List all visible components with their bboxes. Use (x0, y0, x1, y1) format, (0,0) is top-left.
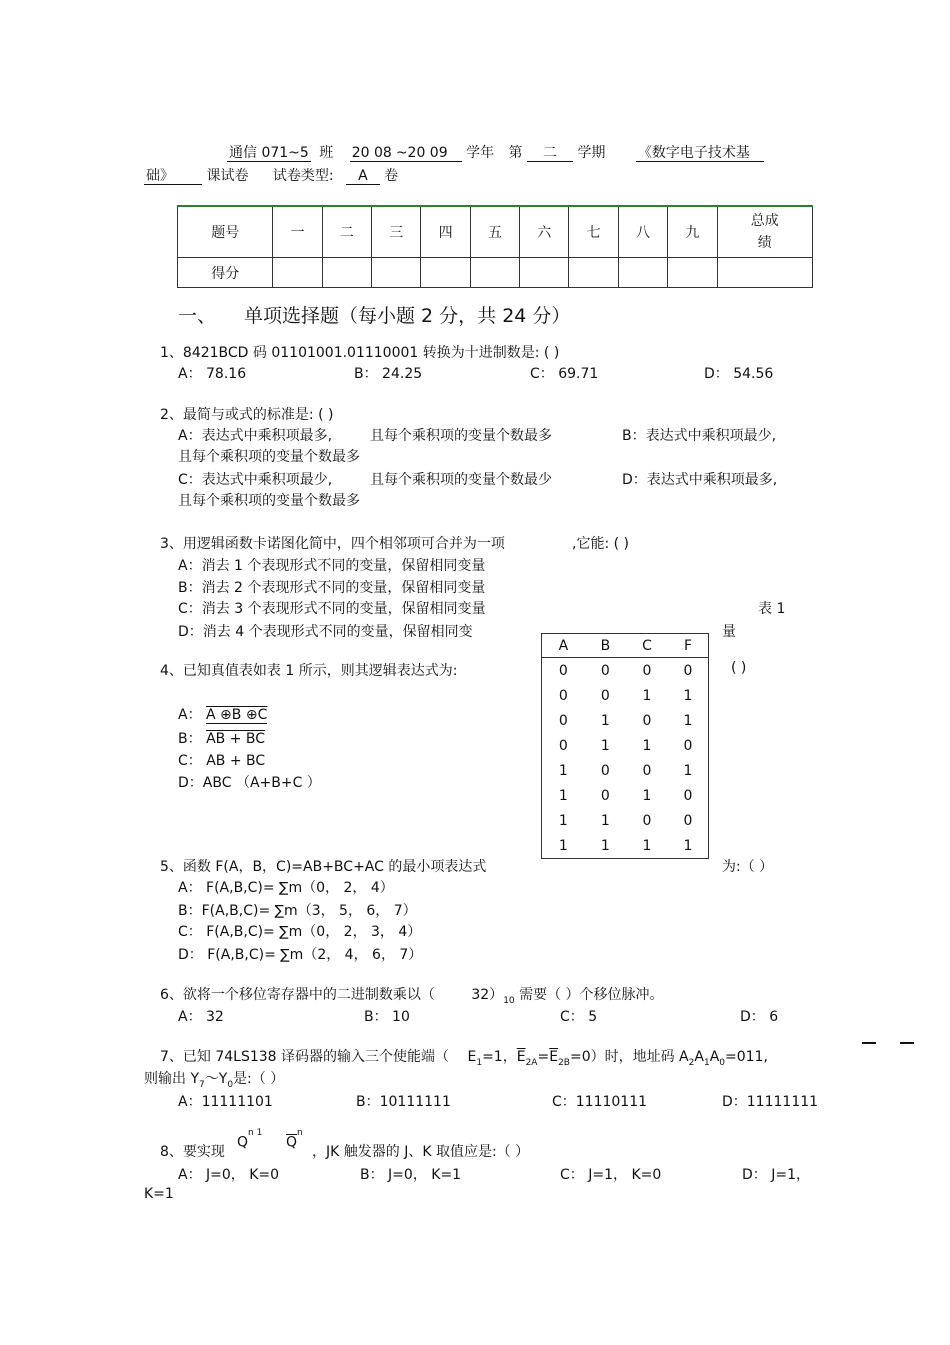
q4-option-b-expr: AB + BC (206, 731, 266, 747)
score-input-cell[interactable] (520, 258, 569, 288)
q7-stem-d: =011, (725, 1049, 768, 1065)
q6-stem-c: 需要（ ）个移位脉冲。 (519, 987, 664, 1003)
score-input-cell[interactable] (372, 258, 421, 288)
truth-cell: 0 (642, 662, 652, 679)
truth-header: A (542, 634, 585, 658)
truth-table (541, 633, 709, 859)
score-header-cell: 一 (273, 206, 322, 258)
q7-line2-a: 则输出 Y (144, 1071, 200, 1087)
q6-option-a: A： 32 (178, 1009, 224, 1025)
q4-paren: ( ) (731, 660, 747, 676)
truth-cell: 1 (600, 712, 610, 729)
q4-stem: 4、已知真值表如表 1 所示，则其逻辑表达式为: (160, 663, 458, 679)
q5-option-c: C： F(A,B,C)= ∑m（0， 2， 3， 4） (178, 924, 422, 940)
q6-option-c: C： 5 (560, 1009, 598, 1025)
score-header-cell: 总成 绩 (717, 206, 813, 258)
truth-header: C (626, 634, 668, 658)
q1-stem: 1、8421BCD 码 01101001.01110001 转换为十进制数是: ( ) (160, 345, 560, 361)
q7-stem-c: =0）时，地址码 A (569, 1049, 689, 1065)
score-header-cell: 五 (470, 206, 519, 258)
score-input-cell[interactable] (717, 258, 813, 288)
major-class: 通信 071~5 (229, 145, 309, 161)
truth-cell: 1 (642, 737, 652, 754)
q7-line2-b: ～Y (204, 1071, 228, 1087)
q8-option-d-cont: K=1 (144, 1186, 174, 1202)
q7-option-c: C：11110111 (552, 1094, 648, 1110)
q4-option-b-label: B： (178, 731, 202, 747)
q2-option-b: B：表达式中乘积项最少, (622, 428, 777, 444)
margin-dash (862, 1042, 876, 1044)
q7-y0-sub: 0 (227, 1079, 234, 1090)
section-number: 一、 (178, 305, 217, 327)
score-header-cell: 四 (421, 206, 470, 258)
xueqi-label: 学期 (577, 145, 606, 161)
truth-header: F (668, 634, 708, 658)
truth-cell: 0 (683, 737, 693, 754)
q6-stem-a: 6、欲将一个移位寄存器中的二进制数乘以（ (160, 987, 435, 1003)
year-end: ~20 09 (394, 145, 462, 162)
q3-option-d: D：消去 4 个表现形式不同的变量，保留相同变 (178, 624, 473, 640)
truth-cell: 0 (558, 737, 568, 754)
q4-option-a-label: A： (178, 707, 202, 723)
q8-stem-b: ，JK 触发器的 J、K 取值应是:（ ） (312, 1144, 530, 1160)
score-table (177, 205, 813, 288)
q6-stem-subscript: 10 (503, 995, 515, 1006)
truth-cell: 0 (642, 762, 652, 779)
q5-stem: 5、函数 F(A，B，C)=AB+BC+AC 的最小项表达式 (160, 859, 487, 875)
score-row-label: 得分 (178, 258, 273, 288)
score-header-cell: 二 (322, 206, 371, 258)
truth-cell: 0 (558, 687, 568, 704)
q2-option-a-cont: 且每个乘积项的变量个数最多 (370, 428, 552, 444)
truth-cell: 1 (600, 737, 610, 754)
q5-option-b: B：F(A,B,C)= ∑m（3， 5， 6， 7） (178, 903, 417, 919)
truth-cell: 1 (558, 787, 568, 804)
score-input-cell[interactable] (569, 258, 618, 288)
score-header-cell: 三 (372, 206, 421, 258)
truth-cell: 1 (683, 712, 693, 729)
q7-option-b: B：10111111 (356, 1094, 451, 1110)
q4-option-a-expr: A ⊕B ⊕C (206, 707, 268, 723)
q7-option-d: D：11111111 (722, 1094, 819, 1110)
truth-cell: 0 (600, 687, 610, 704)
score-input-cell[interactable] (322, 258, 371, 288)
score-input-cell[interactable] (273, 258, 322, 288)
q8-option-c: C： J=1， K=0 (560, 1167, 662, 1183)
truth-cell: 0 (600, 787, 610, 804)
score-input-cell[interactable] (618, 258, 667, 288)
q2-option-d: D：表达式中乘积项最多, (622, 472, 778, 488)
truth-cell: 1 (642, 687, 652, 704)
q7-line2-c: 是:（ ） (233, 1071, 285, 1087)
truth-cell: 0 (600, 762, 610, 779)
truth-cell: 1 (558, 837, 568, 854)
type-label: 试卷类型: (272, 168, 334, 184)
q7-stem-b: =1， (482, 1049, 517, 1065)
xuenian-label: 学年 (466, 145, 495, 161)
truth-cell: 0 (642, 712, 652, 729)
q5-stem-end: 为:（ ） (722, 859, 774, 875)
kexin-label: 课试卷 (206, 168, 249, 184)
q8-stem-a: 8、要实现 (160, 1144, 225, 1160)
year-start: 20 08 (351, 145, 392, 161)
score-header-cell: 题号 (178, 206, 273, 258)
q7-stem-a: 7、已知 74LS138 译码器的输入三个使能端（ (160, 1049, 450, 1065)
juan-label: 卷 (384, 168, 399, 184)
q2-option-a: A：表达式中乘积项最多, (178, 428, 333, 444)
truth-header: B (585, 634, 626, 658)
q2-option-d-cont: 且每个乘积项的变量个数最多 (178, 493, 360, 509)
ban-label: 班 (319, 145, 334, 161)
truth-cell: 0 (558, 662, 568, 679)
q2-option-c: C：表达式中乘积项最少, (178, 472, 333, 488)
truth-cell: 0 (683, 812, 693, 829)
q8-q-bar: $\overline{Q}^n$ (286, 1128, 303, 1151)
q7-e1: $E_1$ (467, 1049, 483, 1068)
q5-option-d: D： F(A,B,C)= ∑m（2， 4， 6， 7） (178, 947, 423, 963)
q3-option-b: B：消去 2 个表现形式不同的变量，保留相同变量 (178, 580, 486, 596)
q7-a-letter: A (694, 1049, 704, 1065)
truth-cell: 0 (683, 662, 693, 679)
q4-option-c-expr: AB + BC (206, 753, 266, 769)
truth-cell: 0 (600, 662, 610, 679)
q7-option-a: A：11111101 (178, 1094, 273, 1110)
q2-option-c-cont: 且每个乘积项的变量个数最少 (370, 472, 552, 488)
section-title: 单项选择题（每小题 2 分，共 24 分） (244, 305, 571, 327)
truth-cell: 1 (600, 812, 610, 829)
q8-option-d: D： J=1， (742, 1167, 810, 1183)
score-header-cell: 八 (618, 206, 667, 258)
score-input-cell[interactable] (470, 258, 519, 288)
course-name-end: 础》 (144, 168, 202, 185)
q8-option-b: B： J=0， K=1 (360, 1167, 462, 1183)
q7-e2b-sub: 2B (558, 1057, 570, 1068)
course-name: 《数字电子技术基 (636, 145, 764, 162)
score-input-cell[interactable] (668, 258, 717, 288)
q7-a2-sub: 2 (688, 1057, 695, 1068)
q4-option-c-label: C： (178, 753, 202, 769)
type-value: A (346, 168, 380, 185)
truth-table-label: 表 1 (758, 601, 786, 617)
q6-stem-b: 32） (471, 987, 504, 1003)
q7-e2b: $\overline{E}$ (549, 1049, 559, 1065)
truth-cell: 1 (558, 812, 568, 829)
truth-cell: 1 (683, 837, 693, 854)
q7-e2a-sub: 2A (525, 1057, 538, 1068)
q8-q-next: $Q^{n 1}$ (237, 1128, 263, 1151)
di-label: 第 (508, 145, 523, 161)
truth-cell: 1 (683, 687, 693, 704)
truth-cell: 1 (642, 837, 652, 854)
q6-option-d: D： 6 (740, 1009, 779, 1025)
q1-option-c: C： 69.71 (530, 366, 599, 382)
score-header-cell: 九 (668, 206, 717, 258)
q3-stem-end: ,它能: ( ) (572, 536, 629, 552)
truth-cell: 1 (683, 762, 693, 779)
q7-y7-sub: 7 (199, 1079, 205, 1090)
q3-option-a: A：消去 1 个表现形式不同的变量，保留相同变量 (178, 558, 486, 574)
term-value: 二 (527, 145, 573, 162)
score-header-cell: 六 (520, 206, 569, 258)
truth-cell: 0 (642, 812, 652, 829)
q3-option-d-end: 量 (722, 624, 736, 640)
q1-option-a: A： 78.16 (178, 366, 247, 382)
q6-option-b: B： 10 (364, 1009, 410, 1025)
q8-option-a: A： J=0， K=0 (178, 1167, 280, 1183)
q7-a1-sub: 1 (703, 1057, 710, 1068)
score-input-cell[interactable] (421, 258, 470, 288)
truth-cell: 1 (642, 787, 652, 804)
q4-option-d: D：ABC （A+B+C ） (178, 775, 321, 791)
truth-cell: 0 (558, 712, 568, 729)
q7-e2a: $\overline{E}$ (516, 1049, 526, 1065)
q5-option-a: A： F(A,B,C)= ∑m（0， 2， 4） (178, 880, 394, 896)
q1-option-d: D： 54.56 (704, 366, 774, 382)
q7-a0-sub: 0 (719, 1057, 725, 1068)
truth-cell: 1 (600, 837, 610, 854)
margin-dash (900, 1042, 914, 1044)
q3-stem: 3、用逻辑函数卡诺图化简中，四个相邻项可合并为一项 (160, 536, 505, 552)
q2-option-b-cont: 且每个乘积项的变量个数最多 (178, 449, 360, 465)
score-header-cell: 七 (569, 206, 618, 258)
truth-cell: 1 (558, 762, 568, 779)
truth-cell: 0 (683, 787, 693, 804)
q2-stem: 2、最简与或式的标准是: ( ) (160, 407, 334, 423)
q1-option-b: B： 24.25 (354, 366, 423, 382)
q7-a-letter: A (709, 1049, 720, 1065)
q3-option-c: C：消去 3 个表现形式不同的变量，保留相同变量 (178, 601, 486, 617)
